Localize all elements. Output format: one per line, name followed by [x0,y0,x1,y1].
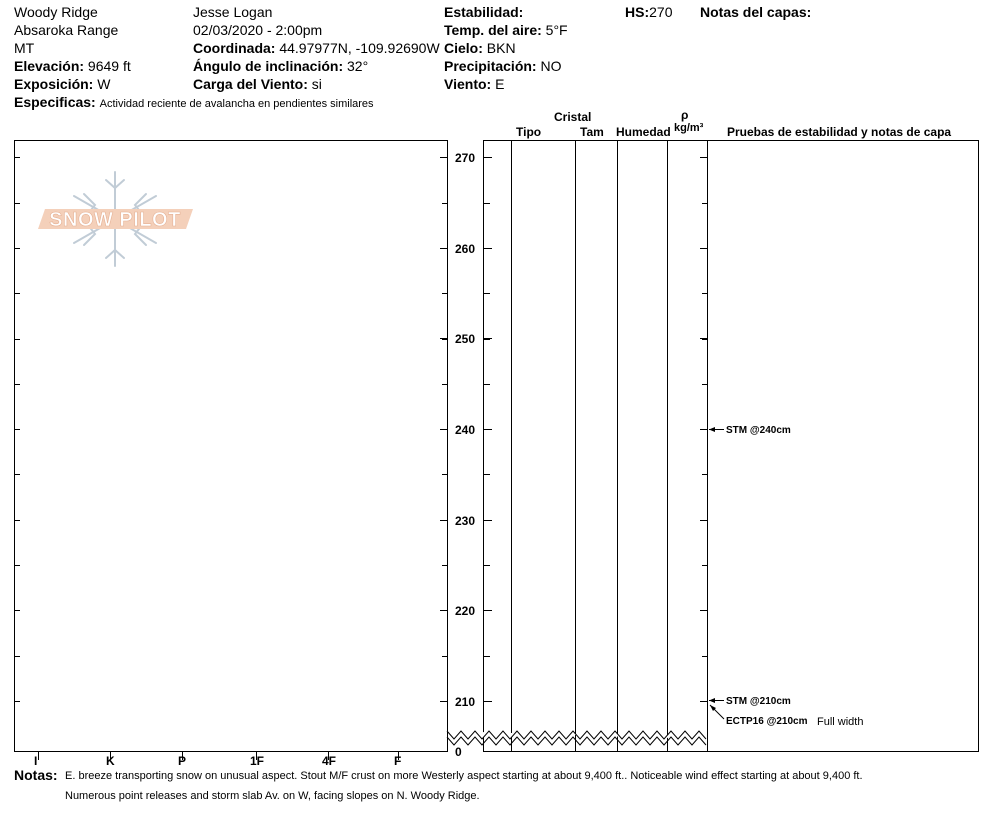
state-name: MT [14,40,35,56]
depth-label-220: 220 [455,604,476,618]
depth-label-260: 260 [455,242,476,256]
specifics-value: Actividad reciente de avalancha en pendientes similares [99,98,374,110]
test-arrow-240 [709,427,724,432]
hardness-label-4f: 4F [322,754,337,768]
crystal-header: Cristal [554,110,592,124]
hardness-ticks [39,752,399,760]
test-ectp16-210: ECTP16 @210cm [726,716,808,727]
moisture-header: Humedad [616,125,671,139]
elevation-label: Elevación: [14,58,85,74]
coordinate-value: 44.97977N, -109.92690W [279,40,440,56]
test-ectp16-note: Full width [817,716,864,728]
location-name: Woody Ridge [14,4,98,20]
density-symbol: ρ [681,108,689,122]
wind-label: Viento: [444,76,492,92]
air-temp-value: 5°F [545,22,568,38]
notes-label: Notas: [14,767,58,783]
depth-label-230: 230 [455,514,476,528]
precip-value: NO [540,58,562,74]
depth-label-240: 240 [455,423,476,437]
density-unit: kg/m³ [674,122,704,134]
hardness-label-i: I [34,754,38,768]
tests-header: Pruebas de estabilidad y notas de capa [727,125,952,139]
wind-value: E [495,76,505,92]
depth-label-210: 210 [455,695,476,709]
snow-pilot-logo [38,172,193,266]
aspect-value: W [97,76,111,92]
hardness-label-1f: 1F [250,754,265,768]
hardness-label-p: P [178,754,187,768]
test-stm-240: STM @240cm [726,425,791,436]
snow-height-label: HS: [625,4,650,20]
wind-loading-value: si [311,76,322,92]
air-temp-label: Temp. del aire: [444,22,542,38]
test-arrow-ectp [710,705,724,719]
type-header: Tipo [516,125,542,139]
aspect-label: Exposición: [14,76,94,92]
layer-notes-label: Notas del capas: [700,4,812,20]
wind-loading-label: Carga del Viento: [193,76,308,92]
sky-label: Cielo: [444,40,483,56]
hardness-label-f: F [394,754,402,768]
hardness-plot-frame [15,141,448,752]
size-header: Tam [580,125,604,139]
slope-angle-value: 32° [347,58,369,74]
layer-table-frame [484,141,979,752]
tests-column-ticks [484,158,708,702]
depth-axis [440,158,448,702]
test-arrow-210 [709,698,724,703]
specifics-label: Especificas: [14,94,96,110]
depth-label-0: 0 [455,745,462,759]
range-name: Absaroka Range [14,22,119,38]
sky-value: BKN [486,40,516,56]
coordinate-label: Coordinada: [193,40,276,56]
depth-label-250: 250 [455,332,476,346]
depth-label-270: 270 [455,151,476,165]
precip-label: Precipitación: [444,58,537,74]
test-stm-210: STM @210cm [726,696,791,707]
hardness-label-k: K [106,754,115,768]
notes-line-2: Numerous point releases and storm slab Av. on W, facing slopes on N. Woody Ridge. [65,790,480,802]
observer-name: Jesse Logan [193,4,273,20]
slope-angle-label: Ángulo de inclinación: [193,58,344,74]
snow-pilot-logo-text: SNOW PILOT [49,209,181,231]
snow-height-value: 270 [649,4,673,20]
elevation-value: 9649 ft [87,58,131,74]
notes-line-1: E. breeze transporting snow on unusual aspect. Stout M/F crust on more Westerly aspect starting at about 9,400 ft.. Noticeable wind effect starting at about 9,400 ft. [65,770,863,782]
stability-label: Estabilidad: [444,4,524,20]
observation-datetime: 02/03/2020 - 2:00pm [193,22,323,38]
